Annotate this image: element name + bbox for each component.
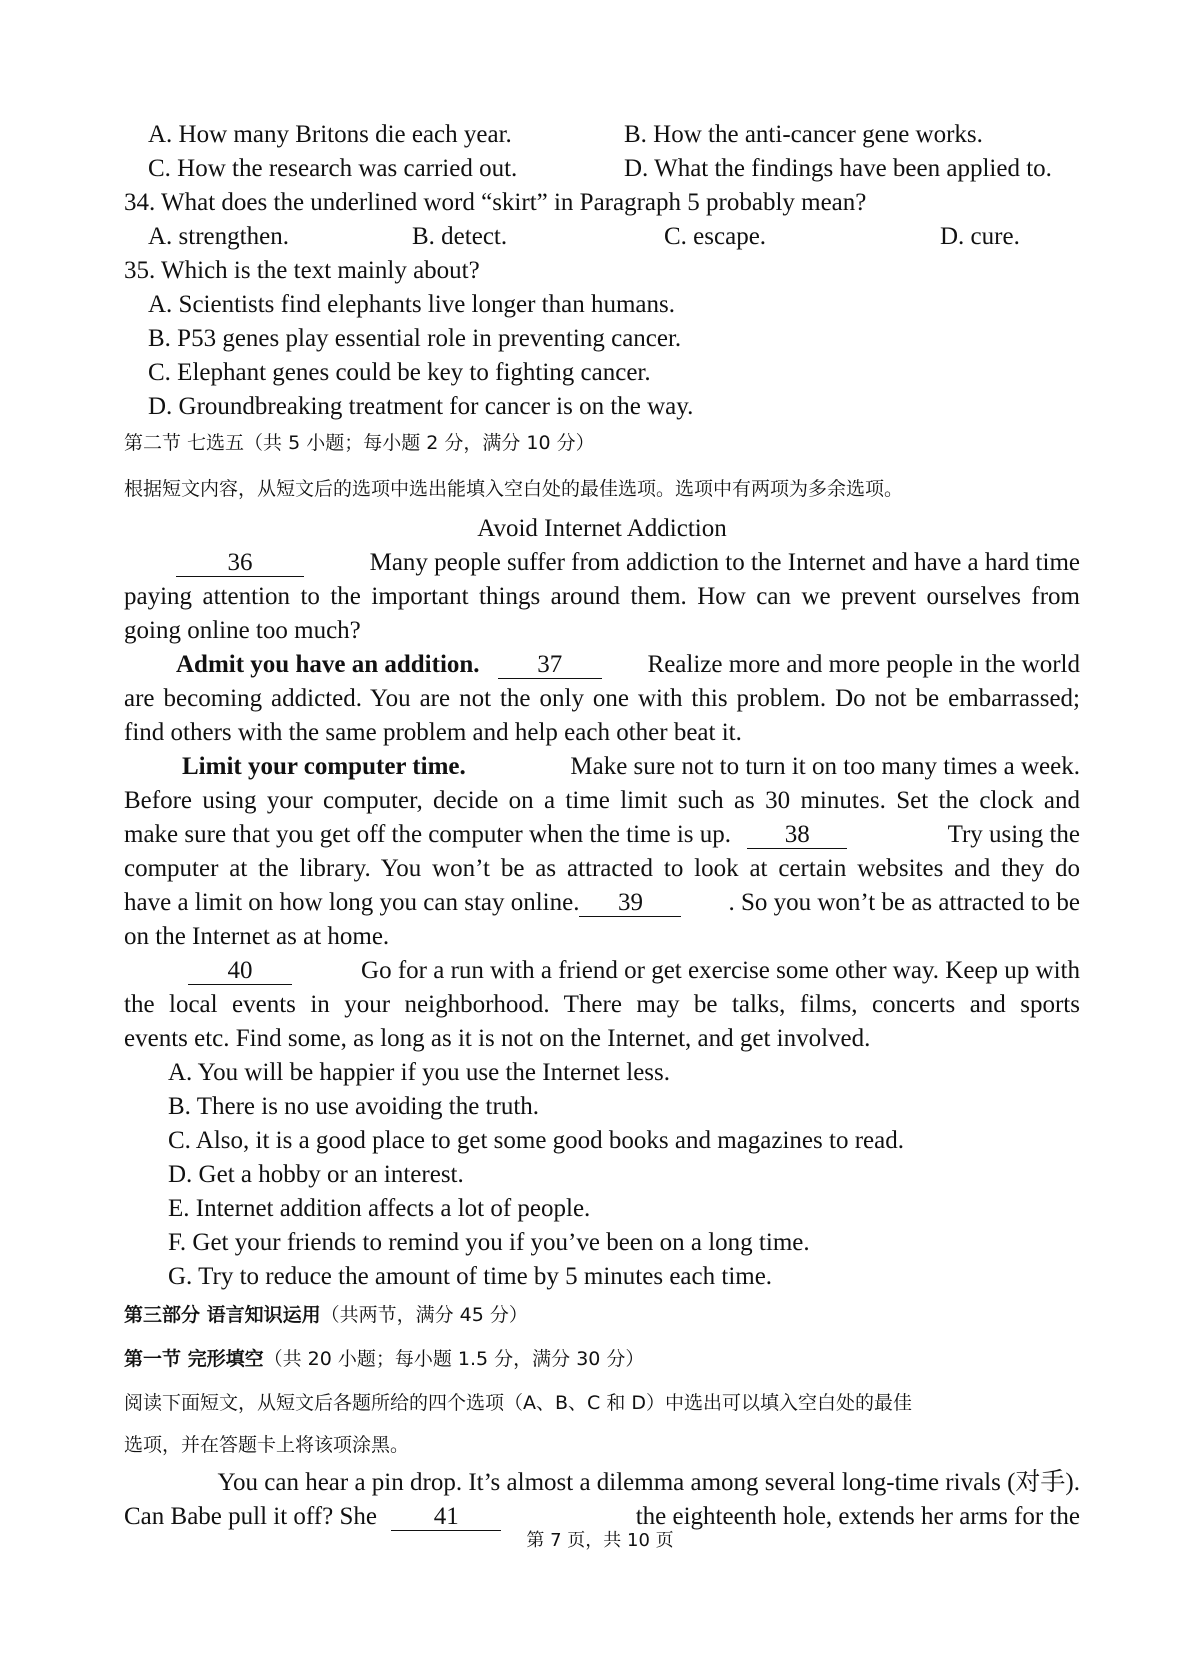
paragraph-1-line-2: paying attention to the important things around them. How can we prevent ourselves from [124, 583, 1080, 610]
q35-stem: 35. Which is the text mainly about? [124, 257, 480, 284]
q35-option-c: C. Elephant genes could be key to fighting cancer. [148, 359, 651, 386]
q33-option-d: D. What the findings have been applied to. [624, 155, 1052, 182]
paragraph-2-heading: Admit you have an addition. [176, 651, 480, 678]
q34-stem: 34. What does the underlined word “skirt” in Paragraph 5 probably mean? [124, 189, 867, 216]
option-b: B. There is no use avoiding the truth. [168, 1093, 540, 1120]
paragraph-3-line-2: Before using your computer, decide on a time limit such as 30 minutes. Set the clock and [124, 787, 1080, 814]
option-f: F. Get your friends to remind you if you’ve been on a long time. [168, 1229, 810, 1256]
paragraph-4-line-2: the local events in your neighborhood. There may be talks, films, concerts and sports [124, 991, 1080, 1018]
blank-40: 40 [188, 958, 292, 985]
option-a: A. You will be happier if you use the Internet less. [168, 1059, 671, 1086]
blank-37: 37 [498, 652, 602, 679]
paragraph-3-line-6: on the Internet as at home. [124, 923, 390, 950]
paragraph-4-text: Go for a run with a friend or get exercise some other way. Keep up with [361, 957, 1080, 984]
paragraph-2-line-3: find others with the same problem and help each other beat it. [124, 719, 742, 746]
cloze-line-2-text: Can Babe pull it off? She [124, 1503, 377, 1530]
paragraph-3-line-3 [124, 818, 1080, 852]
part3-section1-bold: 第一节 完形填空 [124, 1348, 264, 1370]
paragraph-3-line-5-text: have a limit on how long you can stay online. [124, 889, 580, 916]
q33-option-a: A. How many Britons die each year. [148, 121, 512, 148]
q34-option-d: D. cure. [940, 223, 1020, 250]
q34-option-b: B. detect. [412, 223, 508, 250]
part3-section1-heading [124, 1342, 644, 1376]
paragraph-3-line-3-end: Try using the [947, 821, 1080, 848]
passage-title: Avoid Internet Addiction [477, 515, 727, 542]
paragraph-3-heading: Limit your computer time. [182, 753, 466, 780]
q34-option-c: C. escape. [664, 223, 767, 250]
paragraph-2-text: Realize more and more people in the world [647, 651, 1080, 678]
paragraph-3-line-1 [124, 750, 1080, 784]
part3-heading-rest: （共两节，满分 45 分） [320, 1304, 528, 1326]
paragraph-1-line-3: going online too much? [124, 617, 361, 644]
q34-option-a: A. strengthen. [148, 223, 289, 250]
blank-36: 36 [176, 550, 304, 577]
section2-heading: 第二节 七选五（共 5 小题；每小题 2 分，满分 10 分） [124, 432, 595, 454]
part3-heading [124, 1298, 528, 1332]
part3-instruction-line-1: 阅读下面短文，从短文后各题所给的四个选项（A、B、C 和 D）中选出可以填入空白处的最佳 [124, 1392, 913, 1414]
q35-option-b: B. P53 genes play essential role in preventing cancer. [148, 325, 682, 352]
paragraph-3-line-3-text: make sure that you get off the computer when the time is up. [124, 821, 732, 848]
page-footer: 第 7 页，共 10 页 [526, 1530, 674, 1551]
paragraph-2-line-1 [124, 648, 1080, 682]
option-e: E. Internet addition affects a lot of people. [168, 1195, 591, 1222]
q35-option-d: D. Groundbreaking treatment for cancer is on the way. [148, 393, 694, 420]
section2-instruction: 根据短文内容，从短文后的选项中选出能填入空白处的最佳选项。选项中有两项为多余选项。 [124, 478, 904, 500]
paragraph-3-text: Make sure not to turn it on too many times a week. [570, 753, 1080, 780]
option-g: G. Try to reduce the amount of time by 5 minutes each time. [168, 1263, 773, 1290]
cloze-line-1-text: You can hear a pin drop. It’s almost a dilemma among several long-time rivals (对手). [217, 1469, 1080, 1496]
cloze-line-1 [124, 1466, 1080, 1500]
part3-heading-bold: 第三部分 语言知识运用 [124, 1304, 321, 1326]
paragraph-4-line-1 [124, 954, 1080, 988]
option-d: D. Get a hobby or an interest. [168, 1161, 464, 1188]
paragraph-3-line-4: computer at the library. You won’t be as attracted to look at certain websites and they do [124, 855, 1080, 882]
paragraph-3-line-5-end: . So you won’t be as attracted to be [728, 889, 1080, 916]
q33-option-c: C. How the research was carried out. [148, 155, 518, 182]
part3-section1-rest: （共 20 小题；每小题 1.5 分，满分 30 分） [263, 1348, 645, 1370]
q35-option-a: A. Scientists find elephants live longer than humans. [148, 291, 675, 318]
paragraph-2-line-2: are becoming addicted. You are not the only one with this problem. Do not be embarrassed; [124, 685, 1080, 712]
paragraph-3-line-5 [124, 886, 1080, 920]
paragraph-1-line-1 [124, 546, 1080, 580]
q33-option-b: B. How the anti-cancer gene works. [624, 121, 983, 148]
paragraph-1-text: Many people suffer from addiction to the Internet and have a hard time [369, 549, 1080, 576]
blank-39: 39 [579, 890, 681, 917]
part3-instruction-line-2: 选项，并在答题卡上将该项涂黑。 [124, 1434, 410, 1456]
blank-38: 38 [747, 822, 847, 849]
cloze-line-2-end: the eighteenth hole, extends her arms for the [635, 1503, 1080, 1530]
blank-41: 41 [391, 1504, 501, 1531]
option-c: C. Also, it is a good place to get some good books and magazines to read. [168, 1127, 904, 1154]
paragraph-4-line-3: events etc. Find some, as long as it is not on the Internet, and get involved. [124, 1025, 871, 1052]
